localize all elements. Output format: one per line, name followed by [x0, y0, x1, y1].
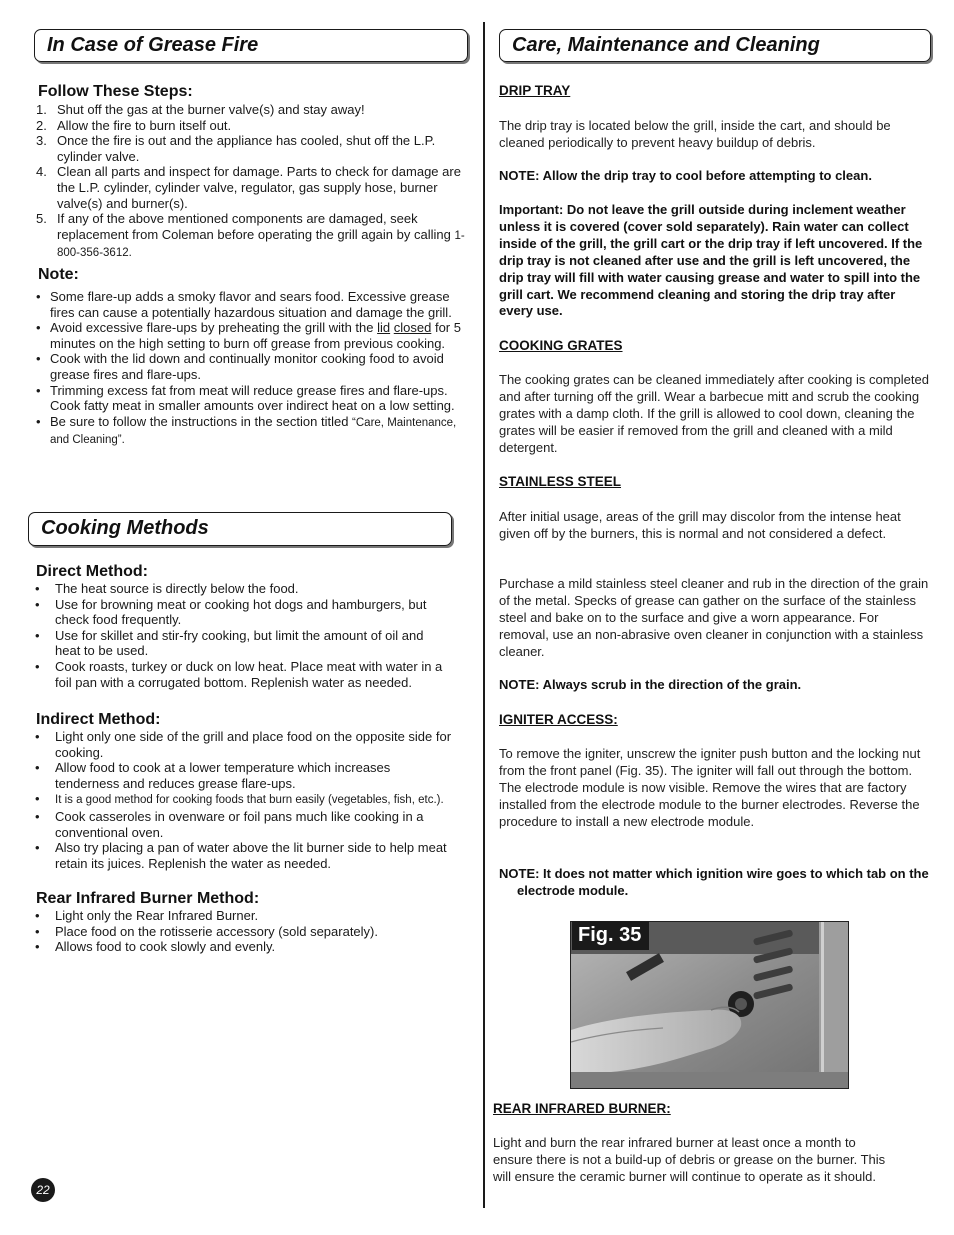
list-item: • The heat source is directly below the food.: [35, 581, 299, 596]
list-item: • Allows food to cook slowly and evenly.: [35, 939, 276, 955]
list-item: 1. Shut off the gas at the burner valve(s) and stay away!: [36, 102, 365, 117]
list-item: • Avoid excessive flare-ups by preheating the grill with the lid closed for 5 minutes on the high setting to burn off grease from previous cooking.: [36, 320, 461, 351]
list-item: • Use for skillet and stir-fry cooking, but limit the amount of oil and heat to be used.: [35, 627, 424, 659]
igniter-access-heading: IGNITER ACCESS:: [499, 712, 618, 727]
grease-fire-notes: [30, 289, 470, 449]
list-item: • Also try placing a pan of water above the lit burner side to help meat retain its juices. Replenish the water as needed.: [35, 840, 447, 871]
note-heading: Note:: [38, 266, 79, 283]
list-item: 5. If any of the above mentioned components are damaged, seek replacement from Coleman before operating the grill again by calling 1-800-356-3612.: [36, 211, 465, 260]
section-header-care-maintenance: Care, Maintenance and Cleaning: [499, 29, 931, 62]
grease-fire-steps: [31, 102, 471, 262]
follow-steps-heading: Follow These Steps:: [38, 83, 193, 100]
igniter-access-note: NOTE: It does not matter which ignition wire goes to which tab on the electrode module.: [499, 866, 929, 898]
rear-infrared-burner-text: Light and burn the rear infrared burner at least once a month to ensure there is not a build-up of debris or grease on the burner. This will ensure the ceramic burner will continue to operate as it should.: [493, 1135, 886, 1184]
column-divider: [483, 22, 485, 1208]
list-item: • Light only the Rear Infrared Burner.: [35, 908, 259, 923]
cooking-grates-text: The cooking grates can be cleaned immediately after cooking is completed and after turning off the grill. Wear a barbecue mitt and scrub the cooking grates with a damp cloth. If the grill is allowed to cool down, cleaning the grates will be easier if removed from the grill and cleaned with a mild detergent.: [499, 372, 929, 455]
list-item: 2. Allow the fire to burn itself out.: [36, 117, 232, 133]
drip-tray-text: The drip tray is located below the grill, inside the cart, and should be cleaned periodically to prevent heavy buildup of debris.: [499, 118, 891, 150]
direct-method-list: [30, 581, 450, 690]
rear-infrared-method-heading: Rear Infrared Burner Method:: [36, 890, 260, 907]
section-header-grease-fire: In Case of Grease Fire: [34, 29, 468, 62]
cooking-grates-heading: COOKING GRATES: [499, 338, 623, 353]
list-item: • Trimming excess fat from meat will reduce grease fires and flare-ups. Cook fatty meat in smaller amounts over indirect heat on a low setting.: [36, 382, 455, 414]
indirect-method-list: [30, 729, 458, 871]
list-item: • Light only one side of the grill and place food on the opposite side for cooking.: [35, 729, 452, 760]
list-item: • Some flare-up adds a smoky flavor and sears food. Excessive grease fires can cause a potentially hazardous situation and damage the grill.: [36, 289, 452, 320]
stainless-steel-heading: STAINLESS STEEL: [499, 474, 622, 489]
phone-number: 1-800-356-3612.: [57, 229, 465, 260]
list-item: 4. Clean all parts and inspect for damage. Parts to check for damage are the L.P. cylinder, cylinder valve, regulator, gas supply hose, burner valve(s) and burner(s).: [36, 164, 461, 211]
list-item: • Use for browning meat or cooking hot dogs and hamburgers, but check food frequently.: [35, 596, 427, 628]
list-item: • Cook casseroles in ovenware or foil pans much like cooking in a conventional oven.: [35, 808, 424, 840]
stainless-steel-note: NOTE: Always scrub in the direction of the grain.: [499, 677, 802, 692]
direct-method-heading: Direct Method:: [36, 563, 148, 580]
list-item: • Be sure to follow the instructions in the section titled “Care, Maintenance, and Cleaning”.: [36, 413, 457, 447]
list-item: • Cook roasts, turkey or duck on low heat. Place meat with water in a foil pan with a corrugated bottom. Replenish water as needed.: [35, 658, 443, 690]
drip-tray-note: NOTE: Allow the drip tray to cool before attempting to clean.: [499, 168, 872, 183]
list-item: • Place food on the rotisserie accessory (sold separately).: [35, 923, 378, 939]
rear-infrared-method-list: [30, 908, 450, 955]
igniter-access-text: To remove the igniter, unscrew the igniter push button and the locking nut from the front panel (Fig. 35). The igniter will fall out through the bottom. The electrode module is now visible. Remove the wires that are factory installed from the electrode module to the burner electrodes. Reverse the procedure to install a new electrode module.: [499, 746, 921, 829]
section-header-cooking-methods: Cooking Methods: [28, 512, 452, 546]
list-item: • Cook with the lid down and continually monitor cooking food to avoid grease fires and flare-ups.: [36, 351, 444, 382]
figure-label: Fig. 35: [572, 921, 649, 950]
drip-tray-important: Important: Do not leave the grill outside during inclement weather unless it is covered (cover sold separately). Rain water can collect inside of the grill, the grill cart or the drip tray if left uncovered. If the drip tray is not cleaned after use and the grill is left uncovered, the drip tray will fill with water causing grease and water to spill into the grill cart. We recommend cleaning and storing the drip tray after every use.: [499, 202, 923, 319]
stainless-steel-text-1: After initial usage, areas of the grill may discolor from the intense heat given off by the burners, this is normal and not considered a defect.: [499, 509, 901, 541]
indirect-method-heading: Indirect Method:: [36, 711, 161, 728]
list-item: 3. Once the fire is out and the appliance has cooled, shut off the L.P. cylinder valve.: [36, 133, 436, 164]
list-item: • Allow food to cook at a lower temperature which increases tenderness and reduces grease flare-ups.: [35, 760, 391, 791]
rear-infrared-burner-heading: REAR INFRARED BURNER:: [493, 1101, 671, 1116]
list-item: • It is a good method for cooking foods that burn easily (vegetables, fish, etc.).: [35, 791, 444, 807]
stainless-steel-text-2: Purchase a mild stainless steel cleaner and rub in the direction of the grain of the metal. Specks of grease can gather on the surface of the stainless steel and bake on to the surface and give a worn appearance. For removal, use an non-abrasive oven cleaner in conjunction with a stainless cleaner.: [499, 576, 929, 659]
drip-tray-heading: DRIP TRAY: [499, 83, 571, 98]
page-number: 22: [31, 1178, 55, 1202]
